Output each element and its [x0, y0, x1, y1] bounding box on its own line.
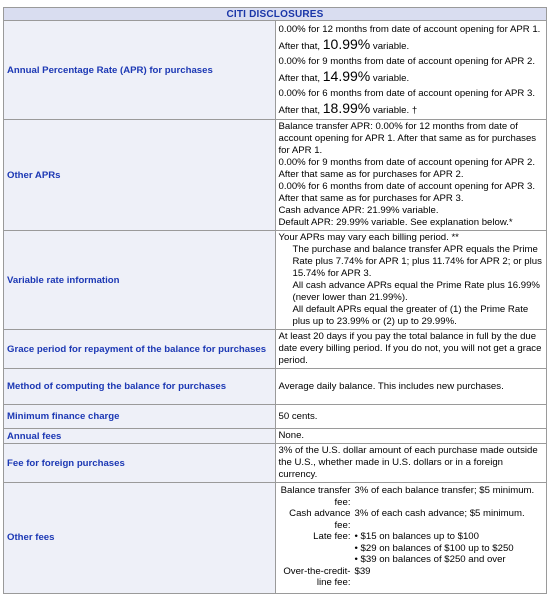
balance-transfer-apr-1: Balance transfer APR: 0.00% for 12 months from date of account opening for APR 1. After that same as for purchases for APR 1. [278, 121, 537, 156]
foreign-fee-row [4, 444, 547, 483]
late-fee-list [355, 531, 535, 566]
balance-method-label: Method of computing the balance for purchases [4, 369, 276, 405]
other-aprs-value [275, 120, 547, 231]
variable-intro: Your APRs may vary each billing period. ** [278, 232, 459, 243]
apr-value [275, 21, 547, 120]
over-limit-fee-value: $39 [354, 565, 371, 577]
foreign-fee-label: Fee for foreign purchases [4, 444, 276, 483]
balance-transfer-fee-label: Balance transfer fee: [280, 485, 351, 508]
default-apr: Default APR: 29.99% variable. See explanation below.* [278, 217, 513, 228]
table-header: CITI DISCLOSURES [4, 8, 547, 21]
late-fee-item: • $15 on balances up to $100 [355, 531, 535, 543]
annual-fees-value: None. [275, 429, 547, 444]
balance-method-value: Average daily balance. This includes new purchases. [275, 369, 547, 405]
other-aprs-label: Other APRs [4, 120, 276, 231]
variable-rate-value [275, 231, 547, 330]
balance-transfer-apr-2: 0.00% for 9 months from date of account opening for APR 2. After that same as for purchases for APR 2. [278, 157, 536, 180]
grace-period-label: Grace period for repayment of the balance for purchases [4, 330, 276, 369]
annual-fees-label: Annual fees [4, 429, 276, 444]
foreign-fee-value: 3% of the U.S. dollar amount of each purchase made outside the U.S., whether made in U.S. dollars or in a foreign currency. [275, 444, 547, 483]
apr-3-rate: 18.99% [322, 100, 371, 116]
variable-purchase-line: The purchase and balance transfer APR equals the Prime Rate plus 7.74% for APR 1; plus 11.74% for APR 2; or plus 15.74% for APR 3. [292, 244, 542, 279]
late-fee-item: • $29 on balances of $100 up to $250 [355, 543, 535, 555]
variable-default-line: All default APRs equal the greater of (1) the Prime Rate plus up to 23.99% or (2) up to 29.99%. [292, 304, 529, 327]
cash-advance-apr: Cash advance APR: 21.99% variable. [278, 205, 439, 216]
apr-line-2: 0.00% for 9 months from date of account opening for APR 2. After that, 14.99% variable. [278, 56, 536, 84]
variable-cash-line: All cash advance APRs equal the Prime Rate plus 16.99% (never lower than 21.99%). [292, 280, 540, 303]
variable-rate-row [4, 231, 547, 330]
balance-method-row [4, 369, 547, 405]
late-fee-label: Late fee: [313, 531, 351, 542]
grace-period-value: At least 20 days if you pay the total balance in full by the due date every billing period. If you do not, you will not get a grace period. [275, 330, 547, 369]
other-fees-row [4, 483, 547, 594]
annual-fees-row [4, 429, 547, 444]
balance-transfer-fee-value: 3% of each balance transfer; $5 minimum. [354, 485, 535, 496]
cash-advance-fee [279, 508, 535, 531]
apr-row [4, 21, 547, 120]
other-aprs-row [4, 120, 547, 231]
late-fee [279, 531, 535, 566]
min-charge-row [4, 405, 547, 429]
min-charge-label: Minimum finance charge [4, 405, 276, 429]
apr-line-3: 0.00% for 6 months from date of account opening for APR 3. After that, 18.99% variable. † [278, 88, 536, 116]
other-fees-value [275, 483, 547, 594]
over-limit-fee [279, 566, 535, 589]
grace-period-row [4, 330, 547, 369]
apr-label: Annual Percentage Rate (APR) for purchases [4, 21, 276, 120]
balance-transfer-apr-3: 0.00% for 6 months from date of account opening for APR 3. After that same as for purchases for APR 3. [278, 181, 536, 204]
apr-2-rate: 14.99% [322, 68, 371, 84]
other-fees-table [279, 485, 535, 589]
min-charge-value: 50 cents. [275, 405, 547, 429]
cash-advance-fee-value: 3% of each cash advance; $5 minimum. [354, 508, 525, 519]
cash-advance-fee-label: Cash advance fee: [289, 508, 351, 531]
late-fee-item: • $39 on balances of $250 and over [355, 554, 535, 566]
balance-transfer-fee [279, 485, 535, 508]
other-fees-label: Other fees [4, 483, 276, 594]
apr-1-rate: 10.99% [322, 36, 371, 52]
apr-line-1: 0.00% for 12 months from date of account opening for APR 1. After that, 10.99% variable. [278, 24, 541, 52]
over-limit-fee-label: Over-the-credit-line fee: [283, 565, 351, 588]
variable-rate-label: Variable rate information [4, 231, 276, 330]
